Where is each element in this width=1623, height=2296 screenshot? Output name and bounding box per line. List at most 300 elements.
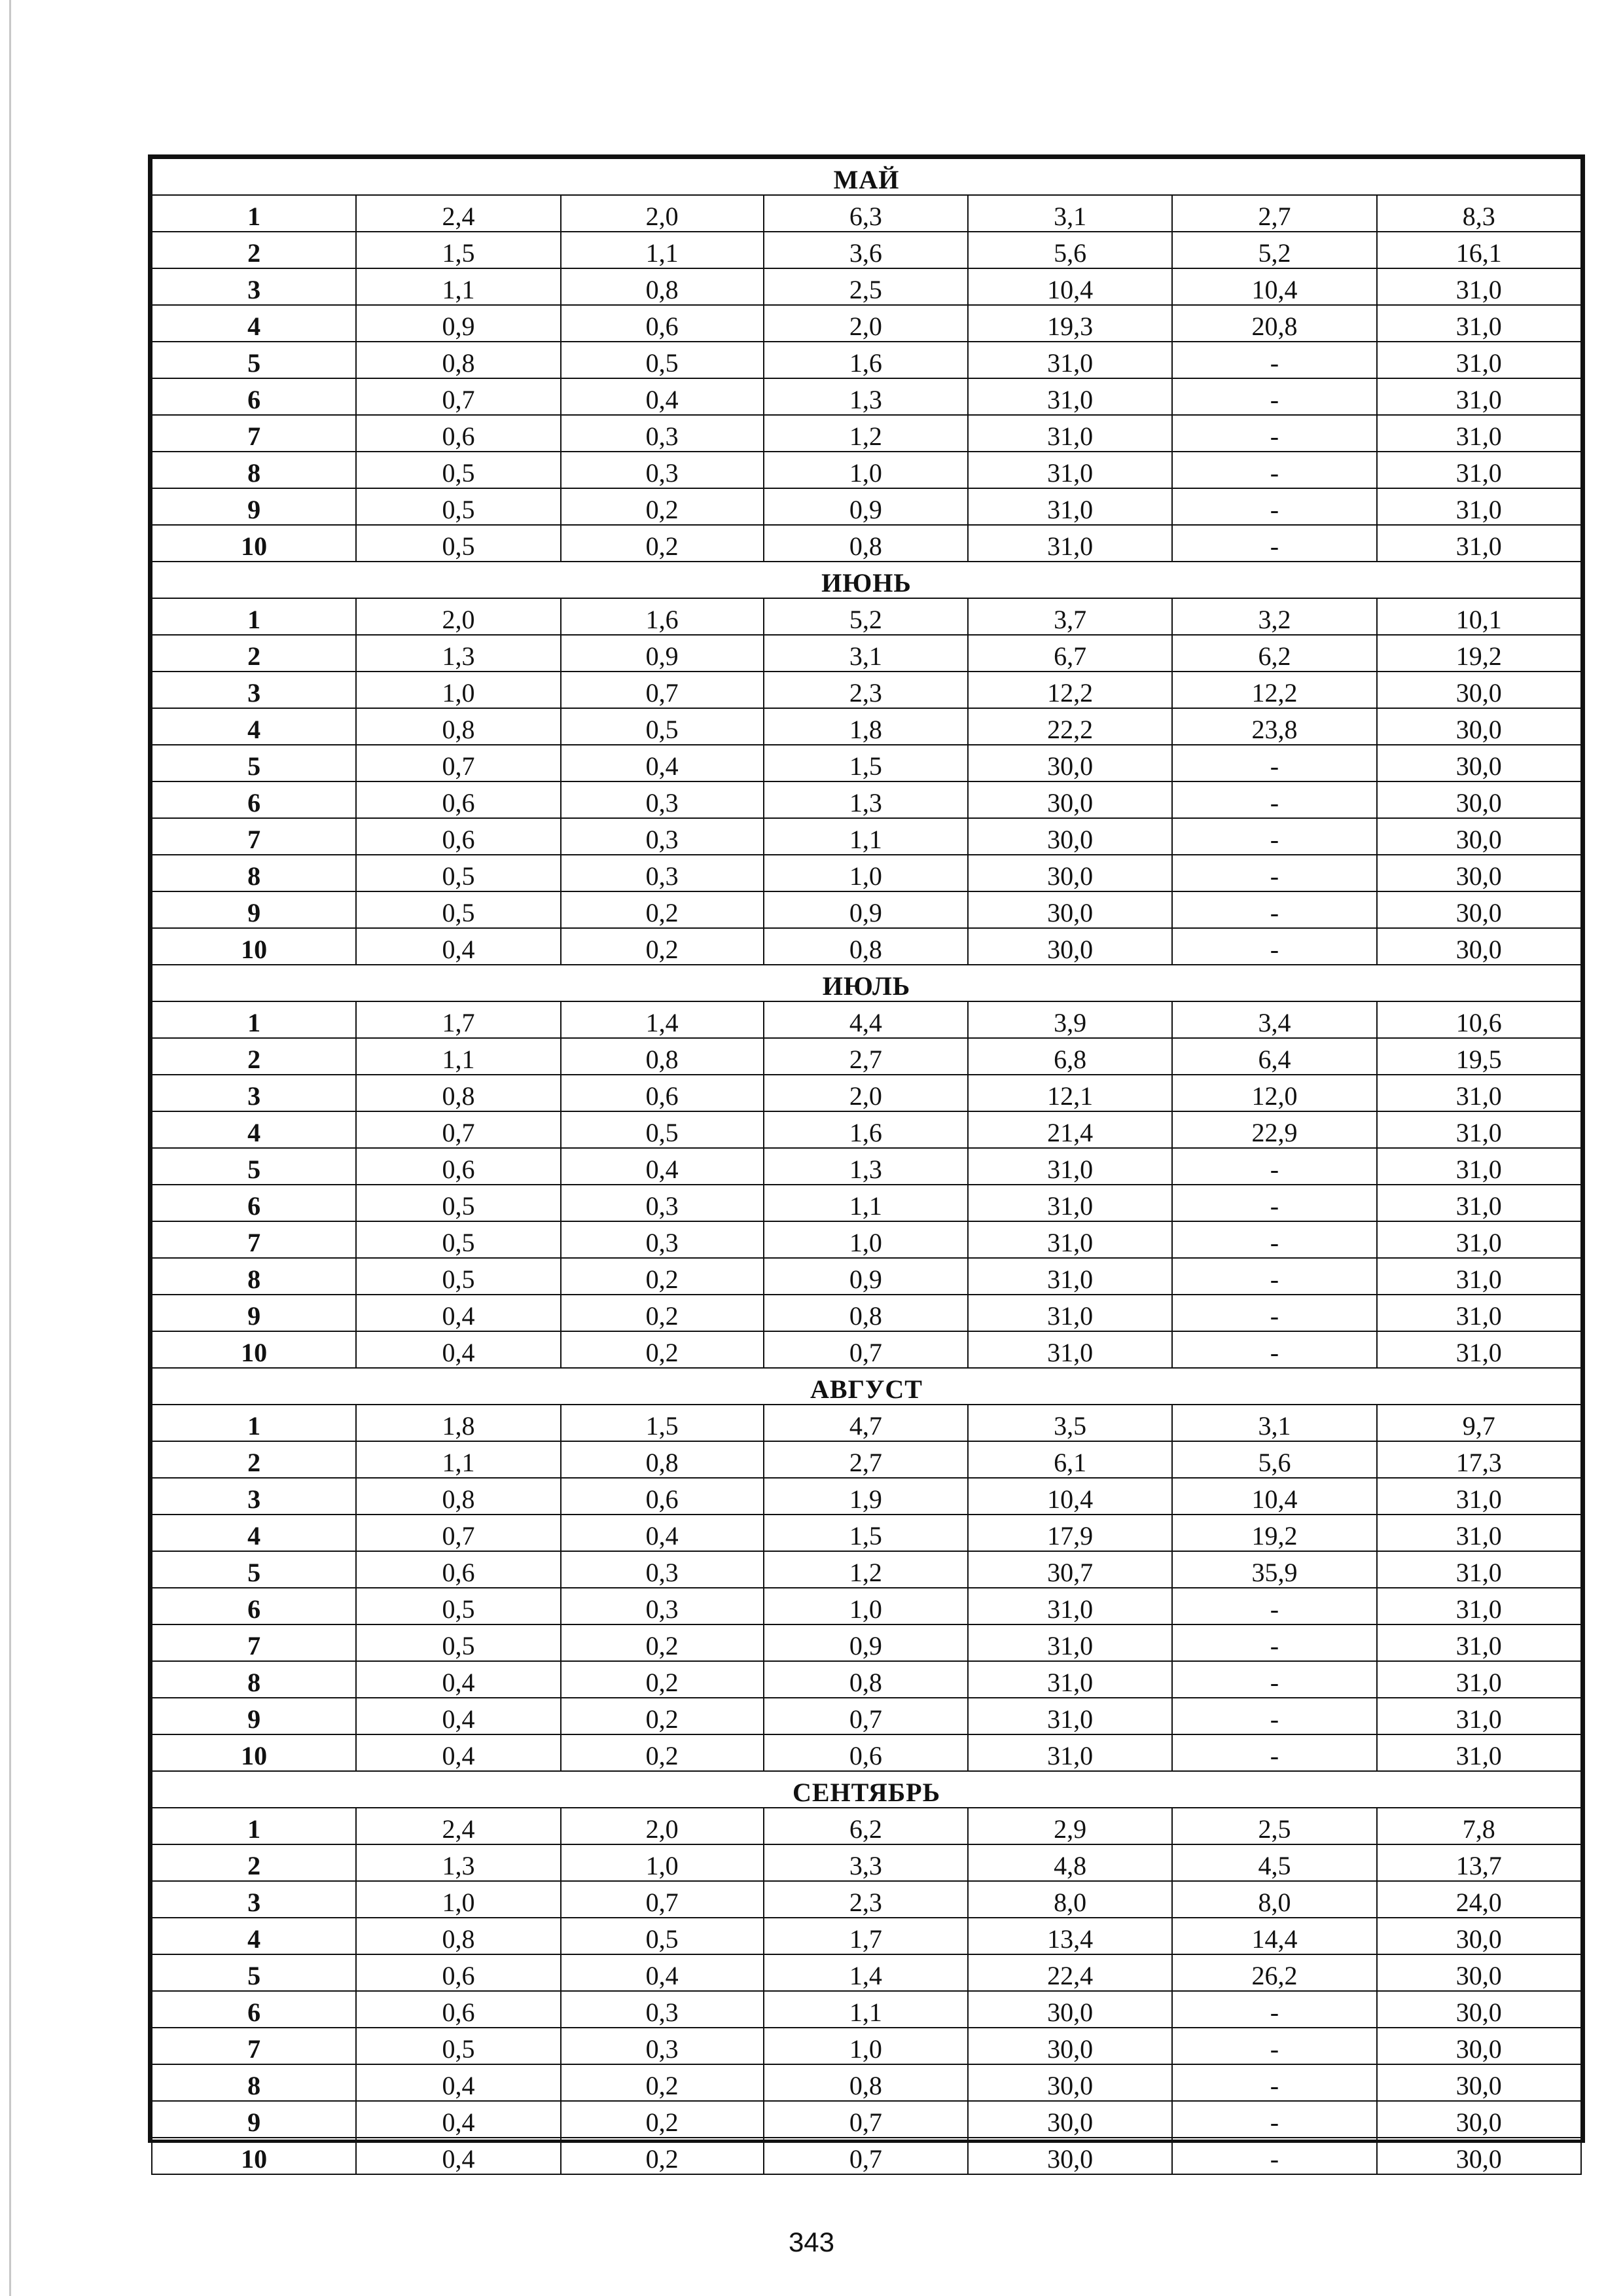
- table-row: [152, 525, 1581, 562]
- value-cell: -: [1172, 1991, 1376, 2028]
- value-cell: 0,7: [561, 672, 764, 708]
- value-cell: 1,7: [356, 1001, 560, 1038]
- value-cell: 20,8: [1172, 305, 1376, 342]
- value-cell: 0,2: [561, 1258, 764, 1295]
- value-cell: 1,1: [764, 818, 968, 855]
- table-row: [152, 781, 1581, 818]
- row-number-cell: 8: [152, 452, 356, 488]
- value-cell: 19,5: [1377, 1038, 1581, 1075]
- value-cell: 23,8: [1172, 708, 1376, 745]
- table-row: [152, 855, 1581, 891]
- value-cell: 30,0: [1377, 928, 1581, 965]
- month-header-row: [152, 1368, 1581, 1405]
- value-cell: 10,1: [1377, 598, 1581, 635]
- value-cell: -: [1172, 1185, 1376, 1221]
- table-row: [152, 378, 1581, 415]
- value-cell: 0,9: [764, 891, 968, 928]
- value-cell: 30,0: [1377, 745, 1581, 781]
- value-cell: 2,5: [764, 268, 968, 305]
- table-row: [152, 1734, 1581, 1771]
- value-cell: 30,0: [968, 928, 1172, 965]
- value-cell: 0,8: [764, 2064, 968, 2101]
- row-number-cell: 6: [152, 1185, 356, 1221]
- value-cell: 2,9: [968, 1808, 1172, 1844]
- table-row: [152, 818, 1581, 855]
- value-cell: 30,0: [1377, 818, 1581, 855]
- table-row: [152, 1111, 1581, 1148]
- table-row: [152, 1881, 1581, 1918]
- value-cell: 31,0: [1377, 305, 1581, 342]
- value-cell: 31,0: [1377, 1698, 1581, 1734]
- table-row: [152, 1844, 1581, 1881]
- value-cell: 0,3: [561, 1551, 764, 1588]
- data-table-frame: [148, 154, 1585, 2174]
- value-cell: 5,6: [968, 232, 1172, 268]
- value-cell: 6,2: [764, 1808, 968, 1844]
- value-cell: 31,0: [968, 415, 1172, 452]
- table-row: [152, 635, 1581, 672]
- value-cell: 0,8: [764, 928, 968, 965]
- value-cell: 19,3: [968, 305, 1172, 342]
- row-number-cell: 4: [152, 1918, 356, 1954]
- row-number-cell: 2: [152, 635, 356, 672]
- row-number-cell: 2: [152, 1038, 356, 1075]
- value-cell: 31,0: [1377, 1515, 1581, 1551]
- value-cell: 13,4: [968, 1918, 1172, 1954]
- value-cell: 4,7: [764, 1405, 968, 1441]
- value-cell: 0,4: [356, 2138, 560, 2174]
- value-cell: 0,2: [561, 2101, 764, 2138]
- value-cell: 30,0: [968, 818, 1172, 855]
- value-cell: 1,8: [764, 708, 968, 745]
- table-row: [152, 1808, 1581, 1844]
- row-number-cell: 6: [152, 1588, 356, 1624]
- value-cell: -: [1172, 1734, 1376, 1771]
- value-cell: 1,1: [356, 1441, 560, 1478]
- table-row: [152, 672, 1581, 708]
- value-cell: 31,0: [1377, 1185, 1581, 1221]
- row-number-cell: 7: [152, 1221, 356, 1258]
- value-cell: 0,3: [561, 1185, 764, 1221]
- row-number-cell: 6: [152, 781, 356, 818]
- value-cell: 12,2: [1172, 672, 1376, 708]
- value-cell: 1,0: [764, 452, 968, 488]
- table-row: [152, 1148, 1581, 1185]
- value-cell: 31,0: [1377, 1588, 1581, 1624]
- table-row: [152, 1698, 1581, 1734]
- value-cell: 31,0: [1377, 1624, 1581, 1661]
- value-cell: -: [1172, 415, 1376, 452]
- row-number-cell: 1: [152, 195, 356, 232]
- value-cell: 4,8: [968, 1844, 1172, 1881]
- value-cell: -: [1172, 1661, 1376, 1698]
- value-cell: 0,3: [561, 855, 764, 891]
- value-cell: 30,7: [968, 1551, 1172, 1588]
- value-cell: 31,0: [1377, 1734, 1581, 1771]
- row-number-cell: 7: [152, 818, 356, 855]
- value-cell: 30,0: [1377, 781, 1581, 818]
- row-number-cell: 4: [152, 305, 356, 342]
- value-cell: 6,4: [1172, 1038, 1376, 1075]
- value-cell: 2,4: [356, 1808, 560, 1844]
- table-row: [152, 195, 1581, 232]
- value-cell: 0,8: [356, 1075, 560, 1111]
- value-cell: 10,4: [1172, 1478, 1376, 1515]
- month-header-row: [152, 158, 1581, 195]
- row-number-cell: 4: [152, 1111, 356, 1148]
- value-cell: 1,2: [764, 415, 968, 452]
- row-number-cell: 1: [152, 1808, 356, 1844]
- table-row: [152, 1991, 1581, 2028]
- value-cell: 0,7: [764, 1331, 968, 1368]
- value-cell: 3,5: [968, 1405, 1172, 1441]
- table-row: [152, 305, 1581, 342]
- value-cell: 30,0: [968, 1991, 1172, 2028]
- value-cell: 0,2: [561, 1698, 764, 1734]
- value-cell: 3,2: [1172, 598, 1376, 635]
- row-number-cell: 10: [152, 928, 356, 965]
- value-cell: 0,7: [764, 1698, 968, 1734]
- value-cell: 0,6: [764, 1734, 968, 1771]
- value-cell: 0,6: [356, 1991, 560, 2028]
- value-cell: 0,8: [764, 525, 968, 562]
- value-cell: 1,4: [764, 1954, 968, 1991]
- value-cell: 0,4: [561, 1954, 764, 1991]
- value-cell: 0,8: [356, 1918, 560, 1954]
- row-number-cell: 7: [152, 1624, 356, 1661]
- table-row: [152, 2101, 1581, 2138]
- value-cell: 19,2: [1172, 1515, 1376, 1551]
- table-row: [152, 342, 1581, 378]
- value-cell: 31,0: [968, 525, 1172, 562]
- value-cell: 0,4: [561, 1148, 764, 1185]
- row-number-cell: 8: [152, 2064, 356, 2101]
- value-cell: 31,0: [1377, 1295, 1581, 1331]
- value-cell: 31,0: [968, 452, 1172, 488]
- value-cell: 31,0: [968, 342, 1172, 378]
- value-cell: -: [1172, 342, 1376, 378]
- value-cell: 7,8: [1377, 1808, 1581, 1844]
- value-cell: 31,0: [1377, 525, 1581, 562]
- value-cell: 8,3: [1377, 195, 1581, 232]
- value-cell: -: [1172, 891, 1376, 928]
- value-cell: 0,4: [356, 1734, 560, 1771]
- table-row: [152, 1515, 1581, 1551]
- row-number-cell: 5: [152, 745, 356, 781]
- value-cell: 31,0: [1377, 378, 1581, 415]
- row-number-cell: 6: [152, 378, 356, 415]
- value-cell: 0,3: [561, 818, 764, 855]
- table-row: [152, 1661, 1581, 1698]
- row-number-cell: 1: [152, 598, 356, 635]
- value-cell: 6,1: [968, 1441, 1172, 1478]
- row-number-cell: 10: [152, 1331, 356, 1368]
- value-cell: 0,3: [561, 1588, 764, 1624]
- value-cell: 2,3: [764, 1881, 968, 1918]
- row-number-cell: 10: [152, 1734, 356, 1771]
- value-cell: 0,7: [356, 1111, 560, 1148]
- value-cell: 35,9: [1172, 1551, 1376, 1588]
- table-row: [152, 1001, 1581, 1038]
- value-cell: 1,5: [356, 232, 560, 268]
- value-cell: 8,0: [968, 1881, 1172, 1918]
- value-cell: 10,6: [1377, 1001, 1581, 1038]
- row-number-cell: 3: [152, 1075, 356, 1111]
- value-cell: 5,2: [1172, 232, 1376, 268]
- value-cell: 6,3: [764, 195, 968, 232]
- value-cell: 5,6: [1172, 1441, 1376, 1478]
- value-cell: 31,0: [1377, 1551, 1581, 1588]
- value-cell: 0,4: [561, 378, 764, 415]
- row-number-cell: 4: [152, 1515, 356, 1551]
- month-header-row: [152, 562, 1581, 598]
- value-cell: 31,0: [1377, 1148, 1581, 1185]
- row-number-cell: 1: [152, 1001, 356, 1038]
- value-cell: 0,7: [764, 2138, 968, 2174]
- value-cell: 31,0: [1377, 342, 1581, 378]
- value-cell: 1,0: [764, 2028, 968, 2064]
- value-cell: 31,0: [1377, 1478, 1581, 1515]
- value-cell: -: [1172, 378, 1376, 415]
- value-cell: 22,9: [1172, 1111, 1376, 1148]
- value-cell: 3,1: [968, 195, 1172, 232]
- value-cell: 0,8: [356, 342, 560, 378]
- value-cell: 1,3: [764, 378, 968, 415]
- value-cell: -: [1172, 488, 1376, 525]
- value-cell: 31,0: [1377, 1331, 1581, 1368]
- value-cell: 30,0: [1377, 2101, 1581, 2138]
- value-cell: 0,3: [561, 1991, 764, 2028]
- value-cell: 21,4: [968, 1111, 1172, 1148]
- value-cell: -: [1172, 1331, 1376, 1368]
- value-cell: 1,0: [764, 1588, 968, 1624]
- value-cell: 30,0: [968, 891, 1172, 928]
- table-row: [152, 1441, 1581, 1478]
- month-title: ИЮЛЬ: [152, 965, 1581, 1001]
- table-row: [152, 1551, 1581, 1588]
- value-cell: 0,2: [561, 2064, 764, 2101]
- value-cell: 0,5: [561, 708, 764, 745]
- value-cell: 30,0: [968, 2138, 1172, 2174]
- month-title: МАЙ: [152, 158, 1581, 195]
- value-cell: -: [1172, 2064, 1376, 2101]
- value-cell: 0,5: [356, 891, 560, 928]
- row-number-cell: 3: [152, 1478, 356, 1515]
- value-cell: 0,7: [356, 745, 560, 781]
- row-number-cell: 8: [152, 855, 356, 891]
- value-cell: 0,9: [764, 1624, 968, 1661]
- value-cell: 22,2: [968, 708, 1172, 745]
- value-cell: 31,0: [1377, 1111, 1581, 1148]
- value-cell: 30,0: [1377, 672, 1581, 708]
- value-cell: 0,3: [561, 781, 764, 818]
- value-cell: 0,4: [561, 745, 764, 781]
- value-cell: 3,9: [968, 1001, 1172, 1038]
- value-cell: 3,4: [1172, 1001, 1376, 1038]
- value-cell: 0,2: [561, 2138, 764, 2174]
- value-cell: 1,8: [356, 1405, 560, 1441]
- value-cell: -: [1172, 781, 1376, 818]
- value-cell: -: [1172, 1221, 1376, 1258]
- value-cell: 1,4: [561, 1001, 764, 1038]
- row-number-cell: 10: [152, 525, 356, 562]
- table-row: [152, 1075, 1581, 1111]
- row-number-cell: 10: [152, 2138, 356, 2174]
- value-cell: -: [1172, 818, 1376, 855]
- value-cell: 0,6: [356, 818, 560, 855]
- month-header-row: [152, 1771, 1581, 1808]
- value-cell: 30,0: [968, 855, 1172, 891]
- month-title: СЕНТЯБРЬ: [152, 1771, 1581, 1808]
- value-cell: 0,7: [561, 1881, 764, 1918]
- value-cell: 31,0: [1377, 488, 1581, 525]
- value-cell: 0,2: [561, 1331, 764, 1368]
- row-number-cell: 8: [152, 1661, 356, 1698]
- value-cell: 0,4: [356, 928, 560, 965]
- value-cell: 1,2: [764, 1551, 968, 1588]
- value-cell: 1,1: [764, 1185, 968, 1221]
- value-cell: 3,7: [968, 598, 1172, 635]
- row-number-cell: 7: [152, 2028, 356, 2064]
- value-cell: 24,0: [1377, 1881, 1581, 1918]
- value-cell: 1,1: [356, 1038, 560, 1075]
- table-row: [152, 268, 1581, 305]
- value-cell: 0,4: [356, 1661, 560, 1698]
- value-cell: 0,5: [356, 488, 560, 525]
- value-cell: 0,3: [561, 452, 764, 488]
- value-cell: 31,0: [968, 1258, 1172, 1295]
- value-cell: 0,4: [356, 2101, 560, 2138]
- data-table: [151, 158, 1582, 2175]
- value-cell: 31,0: [1377, 268, 1581, 305]
- value-cell: 0,4: [356, 1331, 560, 1368]
- table-row: [152, 598, 1581, 635]
- value-cell: 0,2: [561, 928, 764, 965]
- value-cell: 0,3: [561, 1221, 764, 1258]
- value-cell: 0,4: [356, 1295, 560, 1331]
- table-row: [152, 415, 1581, 452]
- table-row: [152, 452, 1581, 488]
- page-number: 343: [788, 2227, 835, 2257]
- value-cell: 6,2: [1172, 635, 1376, 672]
- value-cell: 30,0: [1377, 891, 1581, 928]
- value-cell: 31,0: [1377, 415, 1581, 452]
- value-cell: 0,8: [561, 268, 764, 305]
- value-cell: 31,0: [968, 1185, 1172, 1221]
- row-number-cell: 3: [152, 268, 356, 305]
- table-row: [152, 1918, 1581, 1954]
- value-cell: 0,8: [561, 1038, 764, 1075]
- value-cell: 13,7: [1377, 1844, 1581, 1881]
- value-cell: 0,6: [561, 1478, 764, 1515]
- value-cell: 30,0: [1377, 1991, 1581, 2028]
- value-cell: 3,6: [764, 232, 968, 268]
- value-cell: 1,5: [561, 1405, 764, 1441]
- value-cell: 1,1: [561, 232, 764, 268]
- value-cell: 0,8: [356, 1478, 560, 1515]
- value-cell: 1,3: [356, 635, 560, 672]
- scan-edge-line: [9, 0, 11, 2296]
- value-cell: 31,0: [1377, 1661, 1581, 1698]
- value-cell: 31,0: [968, 1331, 1172, 1368]
- value-cell: 2,7: [764, 1441, 968, 1478]
- value-cell: 3,3: [764, 1844, 968, 1881]
- value-cell: 0,6: [561, 305, 764, 342]
- row-number-cell: 1: [152, 1405, 356, 1441]
- value-cell: 2,0: [356, 598, 560, 635]
- value-cell: 1,0: [356, 672, 560, 708]
- value-cell: 12,0: [1172, 1075, 1376, 1111]
- value-cell: 22,4: [968, 1954, 1172, 1991]
- table-row: [152, 2028, 1581, 2064]
- value-cell: 4,5: [1172, 1844, 1376, 1881]
- value-cell: 1,6: [561, 598, 764, 635]
- value-cell: 30,0: [968, 745, 1172, 781]
- row-number-cell: 4: [152, 708, 356, 745]
- value-cell: -: [1172, 745, 1376, 781]
- value-cell: 2,7: [764, 1038, 968, 1075]
- value-cell: 0,6: [561, 1075, 764, 1111]
- value-cell: 0,5: [356, 1624, 560, 1661]
- value-cell: 1,6: [764, 342, 968, 378]
- value-cell: -: [1172, 855, 1376, 891]
- row-number-cell: 3: [152, 672, 356, 708]
- value-cell: 0,5: [356, 1221, 560, 1258]
- value-cell: 2,4: [356, 195, 560, 232]
- value-cell: 12,2: [968, 672, 1172, 708]
- value-cell: 0,2: [561, 1661, 764, 1698]
- value-cell: -: [1172, 1148, 1376, 1185]
- value-cell: 0,5: [356, 1588, 560, 1624]
- row-number-cell: 5: [152, 1551, 356, 1588]
- value-cell: 0,5: [356, 452, 560, 488]
- value-cell: 31,0: [968, 1661, 1172, 1698]
- value-cell: 0,2: [561, 1734, 764, 1771]
- value-cell: -: [1172, 1588, 1376, 1624]
- value-cell: -: [1172, 1295, 1376, 1331]
- value-cell: 31,0: [968, 378, 1172, 415]
- value-cell: 31,0: [1377, 1075, 1581, 1111]
- value-cell: 31,0: [1377, 1258, 1581, 1295]
- value-cell: 17,9: [968, 1515, 1172, 1551]
- value-cell: -: [1172, 452, 1376, 488]
- value-cell: 0,6: [356, 1148, 560, 1185]
- value-cell: 31,0: [968, 1148, 1172, 1185]
- value-cell: 10,4: [968, 1478, 1172, 1515]
- value-cell: 0,2: [561, 1624, 764, 1661]
- value-cell: 1,1: [356, 268, 560, 305]
- value-cell: 0,6: [356, 1954, 560, 1991]
- value-cell: 1,0: [561, 1844, 764, 1881]
- value-cell: 0,4: [356, 2064, 560, 2101]
- value-cell: 31,0: [968, 488, 1172, 525]
- value-cell: 1,7: [764, 1918, 968, 1954]
- value-cell: 1,3: [356, 1844, 560, 1881]
- row-number-cell: 9: [152, 2101, 356, 2138]
- table-row: [152, 1331, 1581, 1368]
- value-cell: 30,0: [1377, 1918, 1581, 1954]
- value-cell: 0,4: [561, 1515, 764, 1551]
- value-cell: 0,2: [561, 525, 764, 562]
- value-cell: 30,0: [1377, 1954, 1581, 1991]
- value-cell: 0,7: [356, 1515, 560, 1551]
- value-cell: -: [1172, 2138, 1376, 2174]
- value-cell: 1,9: [764, 1478, 968, 1515]
- value-cell: 2,7: [1172, 195, 1376, 232]
- value-cell: 1,0: [356, 1881, 560, 1918]
- value-cell: 19,2: [1377, 635, 1581, 672]
- table-row: [152, 232, 1581, 268]
